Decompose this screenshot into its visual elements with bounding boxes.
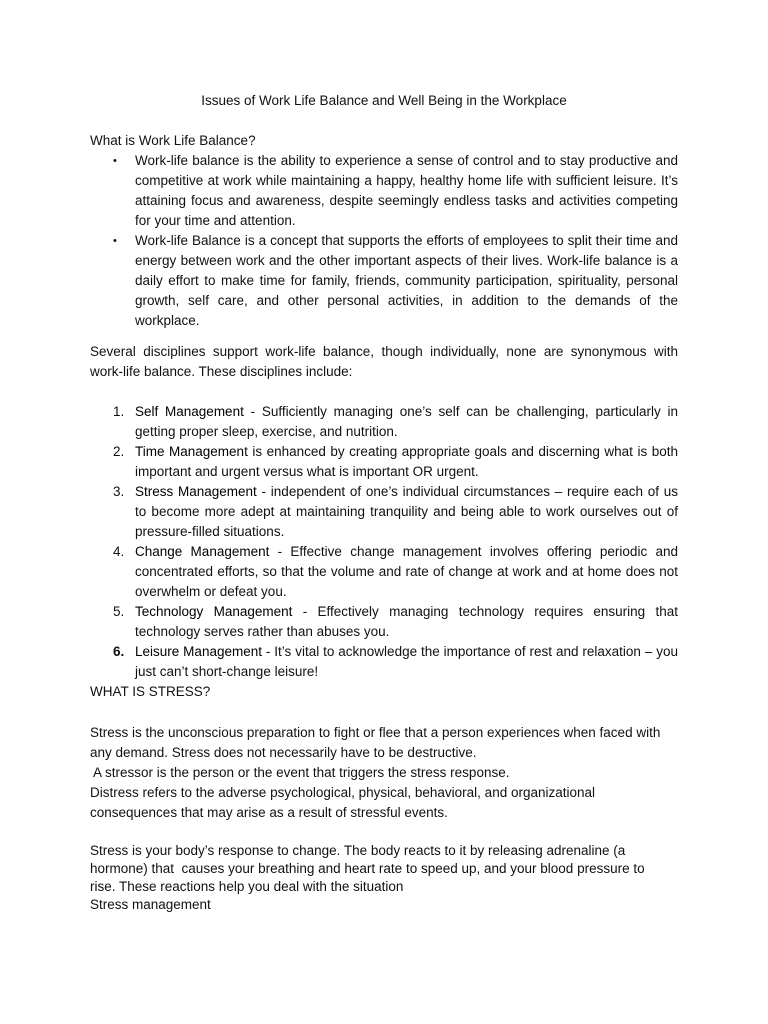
response-paragraph [90, 842, 690, 914]
heading-what-is-stress: WHAT IS STRESS? [90, 684, 211, 699]
stress-line: any demand. Stress does not necessarily have to be destructive. [90, 745, 477, 760]
discipline-text: - Effective change management involves offering periodic and concentrated efforts, so that the volume and rate of change at work and at home does not overwhelm or defeat you. [135, 544, 678, 599]
item-number: 1. [113, 404, 125, 419]
bullet-text: Work-life Balance is a concept that supports the efforts of employees to split their time and energy between work and the other important aspects of their lives. Work-life balance is a daily effort to make time for family, friends, community participation, spirituality, personal growth, self care, and other personal activities, in addition to the demands of the workplace. [135, 233, 678, 328]
document-title: Issues of Work Life Balance and Well Being in the Workplace [201, 93, 567, 108]
response-line: rise. These reactions help you deal with the situation [90, 879, 404, 894]
discipline-item [90, 542, 678, 602]
response-line: Stress management [90, 897, 211, 912]
discipline-term: Technology Management [135, 604, 293, 619]
item-number: 4. [113, 544, 125, 559]
bullet-item [90, 151, 678, 231]
stress-line: A stressor is the person or the event that triggers the stress response. [90, 765, 510, 780]
discipline-text: t is enhanced by creating appropriate goals and discerning what is both important and urgent versus what is important OR urgent. [135, 444, 678, 479]
item-number: 5. [113, 604, 125, 619]
discipline-item [90, 482, 678, 542]
item-number: 3. [113, 484, 125, 499]
discipline-term: Leisure Management [135, 644, 262, 659]
bullet-item [90, 231, 678, 331]
response-line: Stress is your body’s response to change. The body reacts to it by releasing adrenaline (a [90, 843, 626, 858]
disciplines-intro: Several disciplines support work-life balance, though individually, none are synonymous with work-life balance. These disciplines include: [90, 344, 678, 379]
discipline-item [90, 602, 678, 642]
stress-paragraph [90, 723, 690, 823]
bullet-list [90, 151, 678, 331]
heading-work-life-balance: What is Work Life Balance? [90, 133, 256, 148]
response-line: hormone) that causes your breathing and heart rate to speed up, and your blood pressure to [90, 861, 645, 876]
bullet-marker: • [113, 155, 117, 167]
item-number: 6. [113, 644, 125, 659]
discipline-term: Self Management [135, 404, 244, 419]
disciplines-list [90, 402, 678, 682]
stress-line: consequences that may arise as a result of stressful events. [90, 805, 448, 820]
discipline-term: Time Managemen [135, 444, 245, 459]
discipline-text: - It’s vital to acknowledge the importance of rest and relaxation – you just can’t short-change leisure! [135, 644, 678, 679]
bullet-text: Work-life balance is the ability to experience a sense of control and to stay productive and competitive at work while maintaining a happy, healthy home life with sufficient leisure. It’s attaining focus and awareness, despite seemingly endless tasks and activities competing for your time and attention. [135, 153, 678, 228]
discipline-item [90, 402, 678, 442]
discipline-text: - independent of one’s individual circumstances – require each of us to become more adept at maintaining tranquility and being able to work ourselves out of pressure-filled situations. [135, 484, 679, 539]
item-number: 2. [113, 444, 125, 459]
bullet-marker: • [113, 235, 117, 247]
discipline-text: - Sufficiently managing one’s self can be challenging, particularly in getting proper sleep, exercise, and nutrition. [135, 404, 678, 439]
discipline-term: Change Management [135, 544, 270, 559]
discipline-item [90, 442, 678, 482]
discipline-text: - Effectively managing technology requires ensuring that technology serves rather than abuses you. [135, 604, 678, 639]
discipline-item [90, 642, 678, 682]
discipline-term: Stress Management [135, 484, 257, 499]
stress-line: Stress is the unconscious preparation to fight or flee that a person experiences when faced with [90, 725, 661, 740]
stress-line: Distress refers to the adverse psychological, physical, behavioral, and organizational [90, 785, 596, 800]
